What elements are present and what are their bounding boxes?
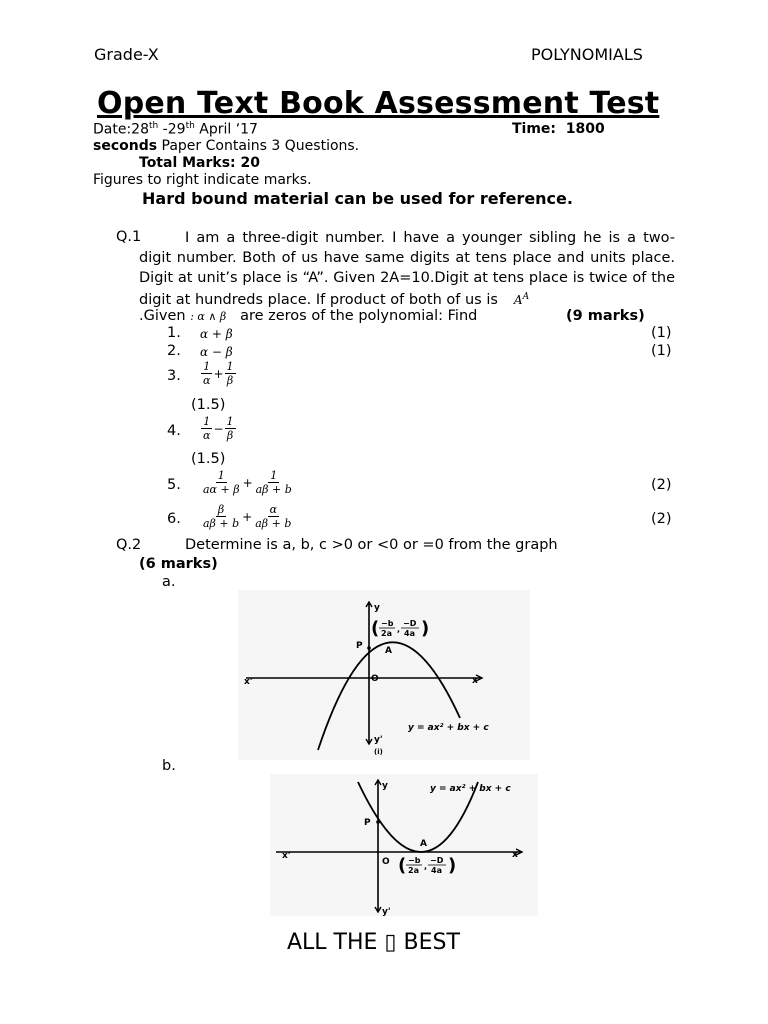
- graph-b-equation: y = ax² + bx + c: [430, 784, 511, 794]
- graph-b-y-label: y: [382, 781, 388, 791]
- item-3-number: 3.: [167, 368, 181, 384]
- graph-a-x-label: x: [472, 676, 478, 686]
- svg-text:,: ,: [397, 625, 401, 634]
- graph-a-origin: O: [371, 674, 379, 684]
- item-3-marks: (1.5): [191, 397, 226, 413]
- graph-b-yneg-label: y': [382, 907, 391, 916]
- graph-a-y-label: y: [374, 603, 380, 613]
- graph-a-yneg-label: y': [374, 735, 383, 745]
- item-5-expr: $\frac{1}{a\alpha + \beta}$ + $\frac{1}{a\beta + b}$: [203, 469, 292, 496]
- svg-text:4a: 4a: [404, 629, 415, 638]
- graph-b-vertex: [398, 855, 456, 876]
- graph-a-fig-label: (i): [374, 748, 383, 756]
- q1-given: .Given : α ∧ β are zeros of the polynomial: Find: [139, 308, 478, 324]
- item-2-number: 2.: [167, 343, 181, 359]
- q1-text: I am a three-digit number. I have a younger sibling he is a two-digit number. Both of us have same digits at tens place and units place. Digit at unit’s place is “A”. Given 2A=10.Digit at tens place is twice of the digit at hundreds place. If product of both of us is $A^A$: [139, 230, 675, 309]
- graph-b-a-label: A: [420, 839, 427, 849]
- item-4-expr: $\frac{1}{\alpha}$ − $\frac{1}{\beta}$: [203, 415, 234, 442]
- svg-text:2a: 2a: [381, 629, 392, 638]
- q1-product: $A^A$: [513, 292, 530, 308]
- graph-b-x-label: x: [512, 850, 518, 860]
- item-2-expr: α − β: [200, 345, 233, 359]
- svg-text:(: (: [398, 855, 407, 876]
- graph-a: [238, 590, 530, 760]
- item-6-number: 6.: [167, 511, 181, 527]
- svg-text:2a: 2a: [408, 866, 419, 875]
- q2-text: Determine is a, b, c >0 or <0 or =0 from the graph: [185, 537, 558, 553]
- q1-number: Q.1: [116, 229, 142, 245]
- time-line: Time: 1800: [512, 121, 605, 137]
- graph-b-xneg-label: x': [282, 851, 291, 861]
- item-4-marks: (1.5): [191, 451, 226, 467]
- q2-marks: (6 marks): [139, 556, 218, 572]
- svg-text:−b: −b: [381, 619, 394, 628]
- item-1-number: 1.: [167, 325, 181, 341]
- svg-text:−D: −D: [430, 856, 444, 865]
- graph-a-vertex: [371, 618, 429, 639]
- subject-label: POLYNOMIALS: [531, 45, 643, 64]
- graph-a-a-label: A: [385, 646, 392, 656]
- item-1-marks: (1): [651, 325, 672, 341]
- date-line: Date:28th -29th April ‘17: [93, 121, 258, 138]
- page-title: Open Text Book Assessment Test: [97, 86, 660, 121]
- svg-text:−D: −D: [403, 619, 417, 628]
- item-3-expr: $\frac{1}{\alpha}$ + $\frac{1}{\beta}$: [203, 360, 234, 387]
- part-b-label: b.: [162, 758, 176, 774]
- graph-a-xneg-label: x': [244, 677, 253, 687]
- svg-text:): ): [448, 855, 457, 876]
- svg-text:(: (: [371, 618, 380, 639]
- item-1-expr: α + β: [200, 327, 233, 341]
- reference-note: Hard bound material can be used for reference.: [142, 189, 573, 208]
- svg-text:−b: −b: [408, 856, 421, 865]
- graph-a-parabola: [318, 642, 460, 750]
- graph-b-p-label: P: [364, 818, 371, 828]
- graph-a-equation: y = ax² + bx + c: [408, 723, 489, 733]
- graph-a-p-label: P: [356, 641, 363, 651]
- graph-b-origin: O: [382, 857, 390, 867]
- item-6-marks: (2): [651, 511, 672, 527]
- part-a-label: a.: [162, 574, 176, 590]
- item-6-expr: $\frac{\beta}{a\beta + b}$ + $\frac{\alpha}{a\beta + b}$: [203, 503, 292, 530]
- svg-text:): ): [421, 618, 430, 639]
- item-5-number: 5.: [167, 477, 181, 493]
- q2-number: Q.2: [116, 537, 142, 553]
- item-4-number: 4.: [167, 423, 181, 439]
- total-marks: Total Marks: 20: [139, 155, 261, 171]
- grade-label: Grade-X: [94, 45, 159, 64]
- paper-line: seconds Paper Contains 3 Questions.: [93, 138, 360, 154]
- item-2-marks: (1): [651, 343, 672, 359]
- svg-text:4a: 4a: [431, 866, 442, 875]
- footer-message: ALL THE ▯ BEST: [287, 930, 460, 955]
- figures-note: Figures to right indicate marks.: [93, 172, 312, 188]
- item-5-marks: (2): [651, 477, 672, 493]
- q1-marks: (9 marks): [566, 308, 645, 324]
- graph-b: [270, 774, 538, 916]
- svg-text:,: ,: [424, 862, 428, 871]
